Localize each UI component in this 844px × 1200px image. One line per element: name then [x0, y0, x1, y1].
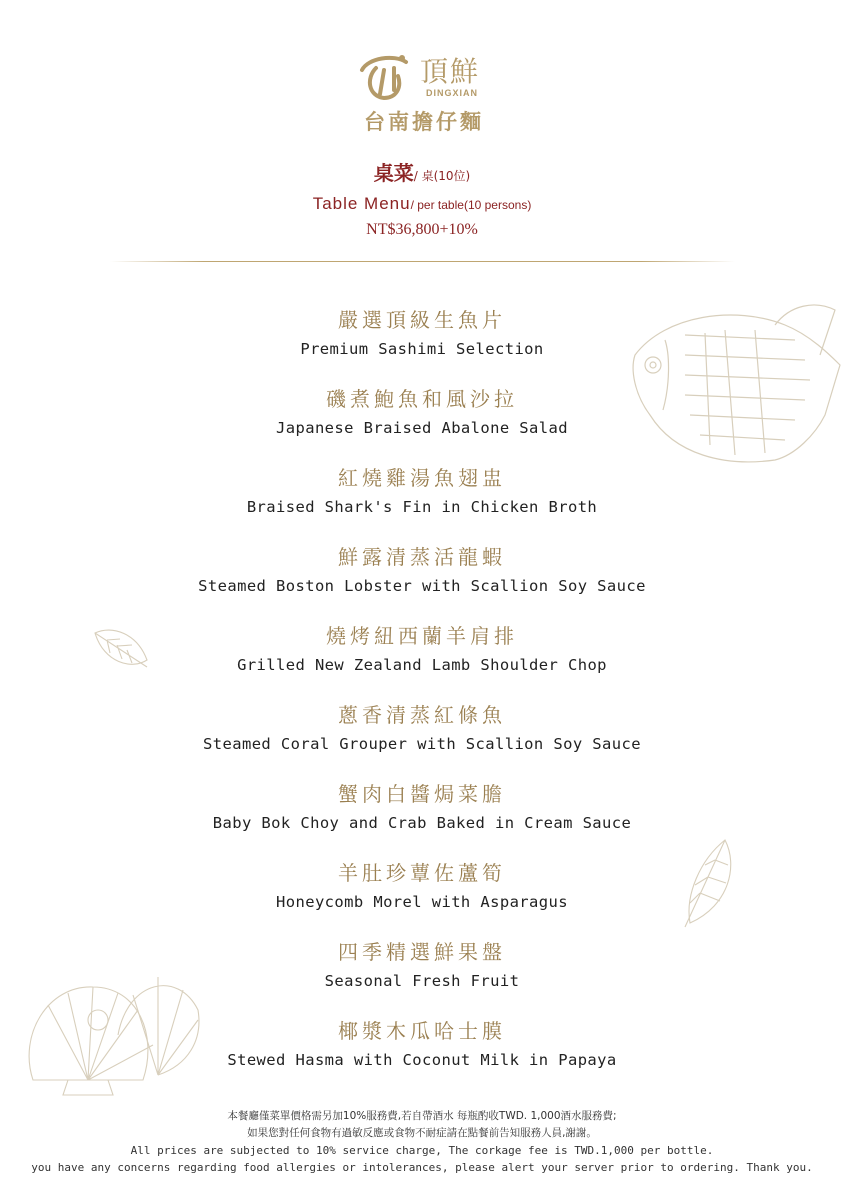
footer-note-cn-1: 本餐廳僅菜單價格需另加10%服務費,若自帶酒水 每瓶酌收TWD. 1,000酒水服務費;: [227, 1110, 617, 1122]
logo-name-cn: 頂鮮: [420, 55, 481, 88]
logo-mark-icon: [354, 48, 414, 106]
footer-note-en-1: All prices are subjected to 10% service charge, The corkage fee is TWD.1,000 per bottle.: [130, 1144, 714, 1157]
dish-name-cn: 鮮露清蒸活龍蝦: [338, 545, 506, 569]
unit-cn: / 桌(10位): [413, 169, 471, 183]
dish-name-en: Steamed Boston Lobster with Scallion Soy Sauce: [198, 577, 646, 595]
menu-header: [0, 158, 844, 242]
dish-item: [0, 778, 844, 857]
dish-name-en: Baby Bok Choy and Crab Baked in Cream Sauce: [212, 814, 632, 832]
dish-item: [0, 857, 844, 936]
dish-name-en: Seasonal Fresh Fruit: [324, 972, 520, 990]
logo-name-en: DINGXIAN: [426, 88, 479, 98]
dish-name-en: Honeycomb Morel with Asparagus: [276, 893, 568, 911]
dish-item: [0, 699, 844, 778]
dish-item: [0, 936, 844, 1015]
logo-subtitle: 台南擔仔麵: [364, 109, 484, 134]
restaurant-logo: [340, 40, 510, 140]
footer-notes: [0, 1108, 844, 1176]
dish-name-cn: 蔥香清蒸紅條魚: [338, 703, 506, 727]
dish-item: [0, 304, 844, 383]
title-en-line: [0, 191, 844, 218]
dish-name-en: Braised Shark's Fin in Chicken Broth: [246, 498, 598, 516]
footer-note-en-2: you have any concerns regarding food allergies or intolerances, please alert your server prior to ordering. Thank you.: [31, 1161, 813, 1174]
dish-name-en: Premium Sashimi Selection: [300, 340, 544, 358]
dish-name-cn: 蟹肉白醬焗菜膽: [338, 782, 506, 806]
divider: [110, 261, 735, 262]
dish-item: [0, 1015, 844, 1094]
dish-name-cn: 嚴選頂級生魚片: [338, 308, 506, 332]
dish-item: [0, 541, 844, 620]
dish-name-cn: 羊肚珍蕈佐蘆筍: [338, 861, 506, 885]
footer-note-cn-2: 如果您對任何食物有過敏反應或食物不耐症請在點餐前告知服務人員,謝謝。: [247, 1127, 597, 1139]
dish-name-en: Stewed Hasma with Coconut Milk in Papaya: [227, 1051, 617, 1069]
dish-name-cn: 椰漿木瓜哈士膜: [338, 1019, 506, 1043]
dish-item: [0, 383, 844, 462]
dish-item: [0, 620, 844, 699]
dish-name-en: Steamed Coral Grouper with Scallion Soy Sauce: [203, 735, 641, 753]
dish-name-cn: 紅燒雞湯魚翅盅: [338, 466, 506, 490]
dish-name-cn: 磯煮鮑魚和風沙拉: [326, 387, 518, 411]
price: NT$36,800+10%: [366, 221, 478, 238]
dish-name-en: Grilled New Zealand Lamb Shoulder Chop: [237, 656, 607, 674]
unit-en: / per table(10 persons): [410, 198, 532, 212]
dish-name-cn: 燒烤紐西蘭羊肩排: [326, 624, 518, 648]
dish-name-cn: 四季精選鮮果盤: [338, 940, 506, 964]
dish-name-en: Japanese Braised Abalone Salad: [276, 419, 568, 437]
dish-list: [0, 304, 844, 1094]
dish-item: [0, 462, 844, 541]
title-cn-line: [0, 158, 844, 191]
title-en: Table Menu: [312, 194, 411, 213]
title-cn: 桌菜: [373, 161, 414, 185]
